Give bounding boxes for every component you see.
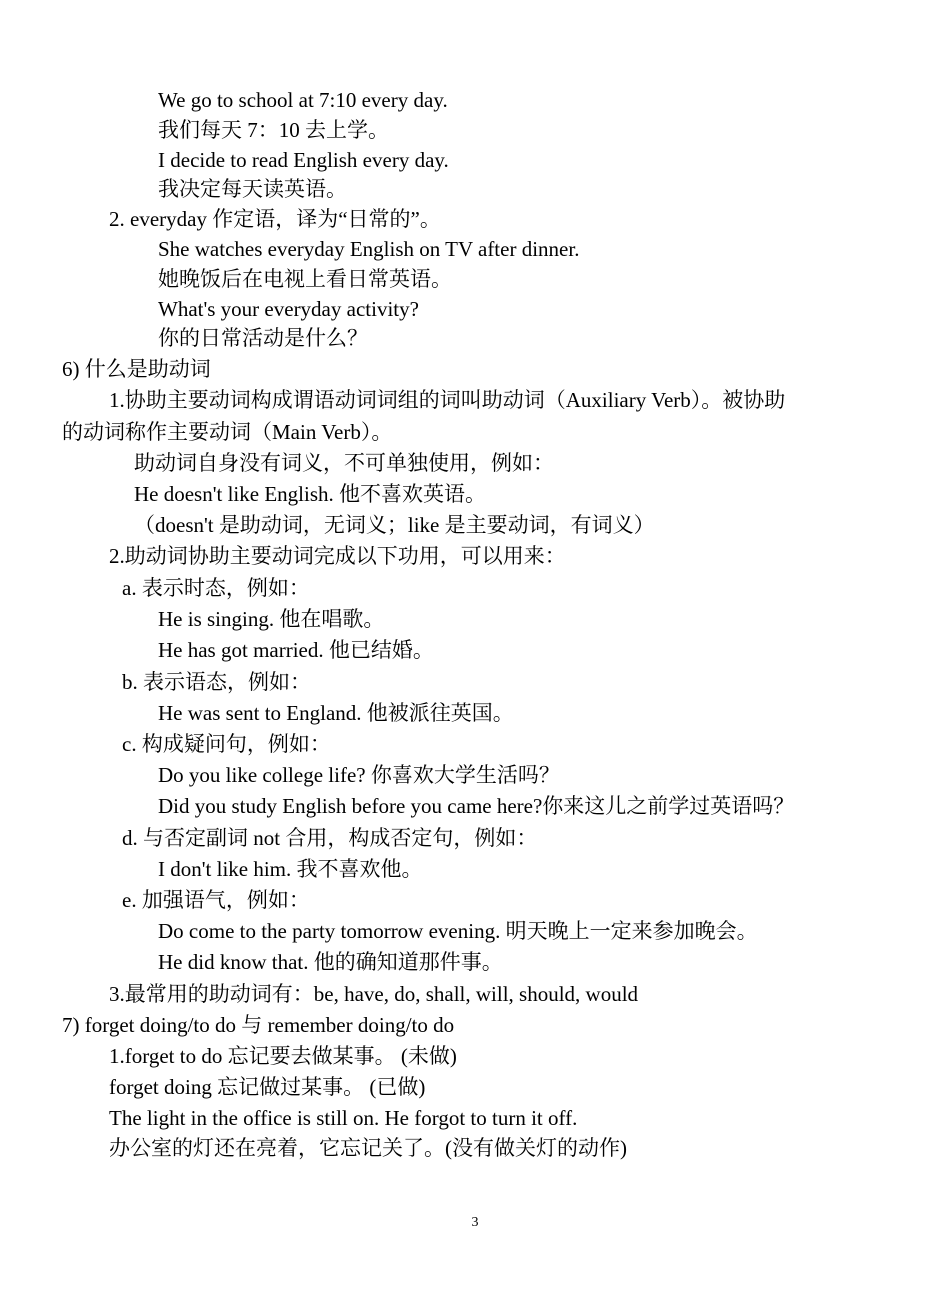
text-line: Do you like college life? 你喜欢大学生活吗？ xyxy=(158,763,560,787)
text-line: He did know that. 他的确知道那件事。 xyxy=(158,950,503,974)
sub-item-heading: b. 表示语态，例如： xyxy=(122,670,311,694)
sub-item-heading: d. 与否定副词 not 合用，构成否定句，例如： xyxy=(122,826,538,850)
text-line: The light in the office is still on. He forgot to turn it off. xyxy=(109,1106,578,1130)
text-line: He is singing. 他在唱歌。 xyxy=(158,607,385,631)
section-heading: 7) forget doing/to do 与 remember doing/to do xyxy=(62,1013,455,1037)
text-line: 她晚饭后在电视上看日常英语。 xyxy=(158,267,452,291)
sub-item-heading: c. 构成疑问句，例如： xyxy=(122,732,331,756)
paragraph-line: 的动词称作主要动词（Main Verb）。 xyxy=(62,420,393,444)
text-line: I decide to read English every day. xyxy=(158,148,449,172)
text-line: 我决定每天读英语。 xyxy=(158,177,347,201)
sub-item-heading: e. 加强语气，例如： xyxy=(122,888,310,912)
text-line: 办公室的灯还在亮着，它忘记关了。(没有做关灯的动作) xyxy=(109,1136,627,1160)
list-heading: 2.助动词协助主要动词完成以下功用，可以用来： xyxy=(109,544,566,568)
text-line: Did you study English before you came here?你来这儿之前学过英语吗？ xyxy=(158,794,795,818)
section-heading: 6) 什么是助动词 xyxy=(62,357,211,381)
text-line: 1.forget to do 忘记要去做某事。 (未做) xyxy=(109,1044,457,1068)
sub-item-heading: a. 表示时态，例如： xyxy=(122,576,310,600)
text-line: He was sent to England. 他被派往英国。 xyxy=(158,701,514,725)
text-line: He has got married. 他已结婚。 xyxy=(158,638,434,662)
text-line: forget doing 忘记做过某事。 (已做) xyxy=(109,1075,426,1099)
text-line: 你的日常活动是什么？ xyxy=(158,326,368,350)
text-line: She watches everyday English on TV after dinner. xyxy=(158,237,580,261)
list-heading: 2. everyday 作定语，译为“日常的”。 xyxy=(109,207,441,231)
text-line: He doesn't like English. 他不喜欢英语。 xyxy=(134,482,487,506)
text-line: What's your everyday activity? xyxy=(158,297,419,321)
list-heading: 3.最常用的助动词有：be, have, do, shall, will, should, would xyxy=(109,982,639,1006)
paragraph-line: 1.协助主要动词构成谓语动词词组的词叫助动词（Auxiliary Verb）。被协助 xyxy=(109,388,786,412)
text-line: Do come to the party tomorrow evening. 明天晚上一定来参加晚会。 xyxy=(158,919,758,943)
page-number: 3 xyxy=(471,1215,479,1230)
text-line: I don't like him. 我不喜欢他。 xyxy=(158,857,423,881)
text-line: We go to school at 7:10 every day. xyxy=(158,88,448,112)
text-line: 助动词自身没有词义，不可单独使用，例如： xyxy=(134,451,554,475)
text-line: 我们每天 7：10 去上学。 xyxy=(158,118,389,142)
text-line: （doesn't 是助动词，无词义；like 是主要动词，有词义） xyxy=(134,513,655,537)
